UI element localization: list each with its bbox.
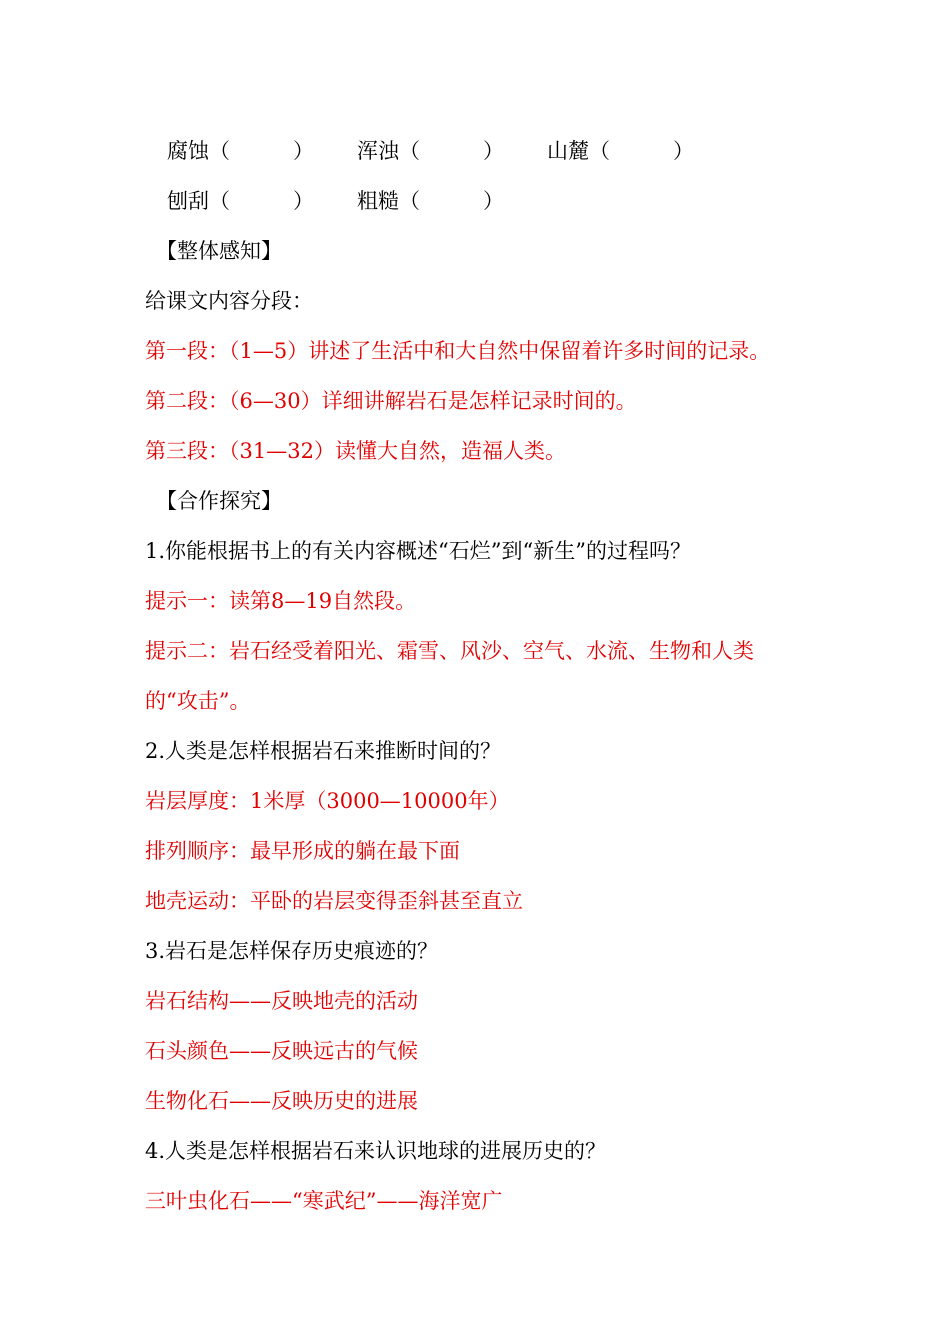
question-1: 1.你能根据书上的有关内容概述“石烂”到“新生”的过程吗？ [145,539,691,563]
vocab-item-fushi: 腐蚀（ ） [167,139,314,163]
vocab-item-shanlu: 山麓（ ） [547,139,694,163]
question-3: 3.岩石是怎样保存历史痕迹的？ [145,939,439,963]
question-1-hint-2-line-2: 的“攻击”。 [145,689,251,713]
segment-prompt: 给课文内容分段： [145,289,313,313]
segment-answer-1: 第一段：（1—5）讲述了生活中和大自然中保留着许多时间的记录。 [145,339,771,363]
question-2: 2.人类是怎样根据岩石来推断时间的？ [145,739,502,763]
segment-answer-2: 第二段：（6—30）详细讲解岩石是怎样记录时间的。 [145,389,637,413]
question-4: 4.人类是怎样根据岩石来认识地球的进展历史的？ [145,1139,607,1163]
question-3-answer-2: 石头颜色——反映远古的气候 [145,1039,418,1063]
vocab-item-cucao: 粗糙（ ） [357,189,504,213]
question-2-answer-3: 地壳运动：平卧的岩层变得歪斜甚至直立 [145,889,523,913]
vocab-item-hunzhuo: 浑浊（ ） [357,139,504,163]
question-4-answer-1: 三叶虫化石——“寒武纪”——海洋宽广 [145,1189,503,1213]
question-2-answer-2: 排列顺序：最早形成的躺在最下面 [145,839,460,863]
segment-answer-3: 第三段：（31—32）读懂大自然，造福人类。 [145,439,566,463]
question-1-hint-2-line-1: 提示二：岩石经受着阳光、霜雪、风沙、空气、水流、生物和人类 [145,639,754,663]
question-3-answer-3: 生物化石——反映历史的进展 [145,1089,418,1113]
section-heading-coop: 【合作探究】 [156,489,282,513]
question-3-answer-1: 岩石结构——反映地壳的活动 [145,989,418,1013]
section-heading-overall: 【整体感知】 [156,239,282,263]
vocab-item-baogua: 刨刮（ ） [167,189,314,213]
question-1-hint-1: 提示一：读第8—19自然段。 [145,589,417,613]
question-2-answer-1: 岩层厚度：1米厚（3000—10000年） [145,789,510,813]
